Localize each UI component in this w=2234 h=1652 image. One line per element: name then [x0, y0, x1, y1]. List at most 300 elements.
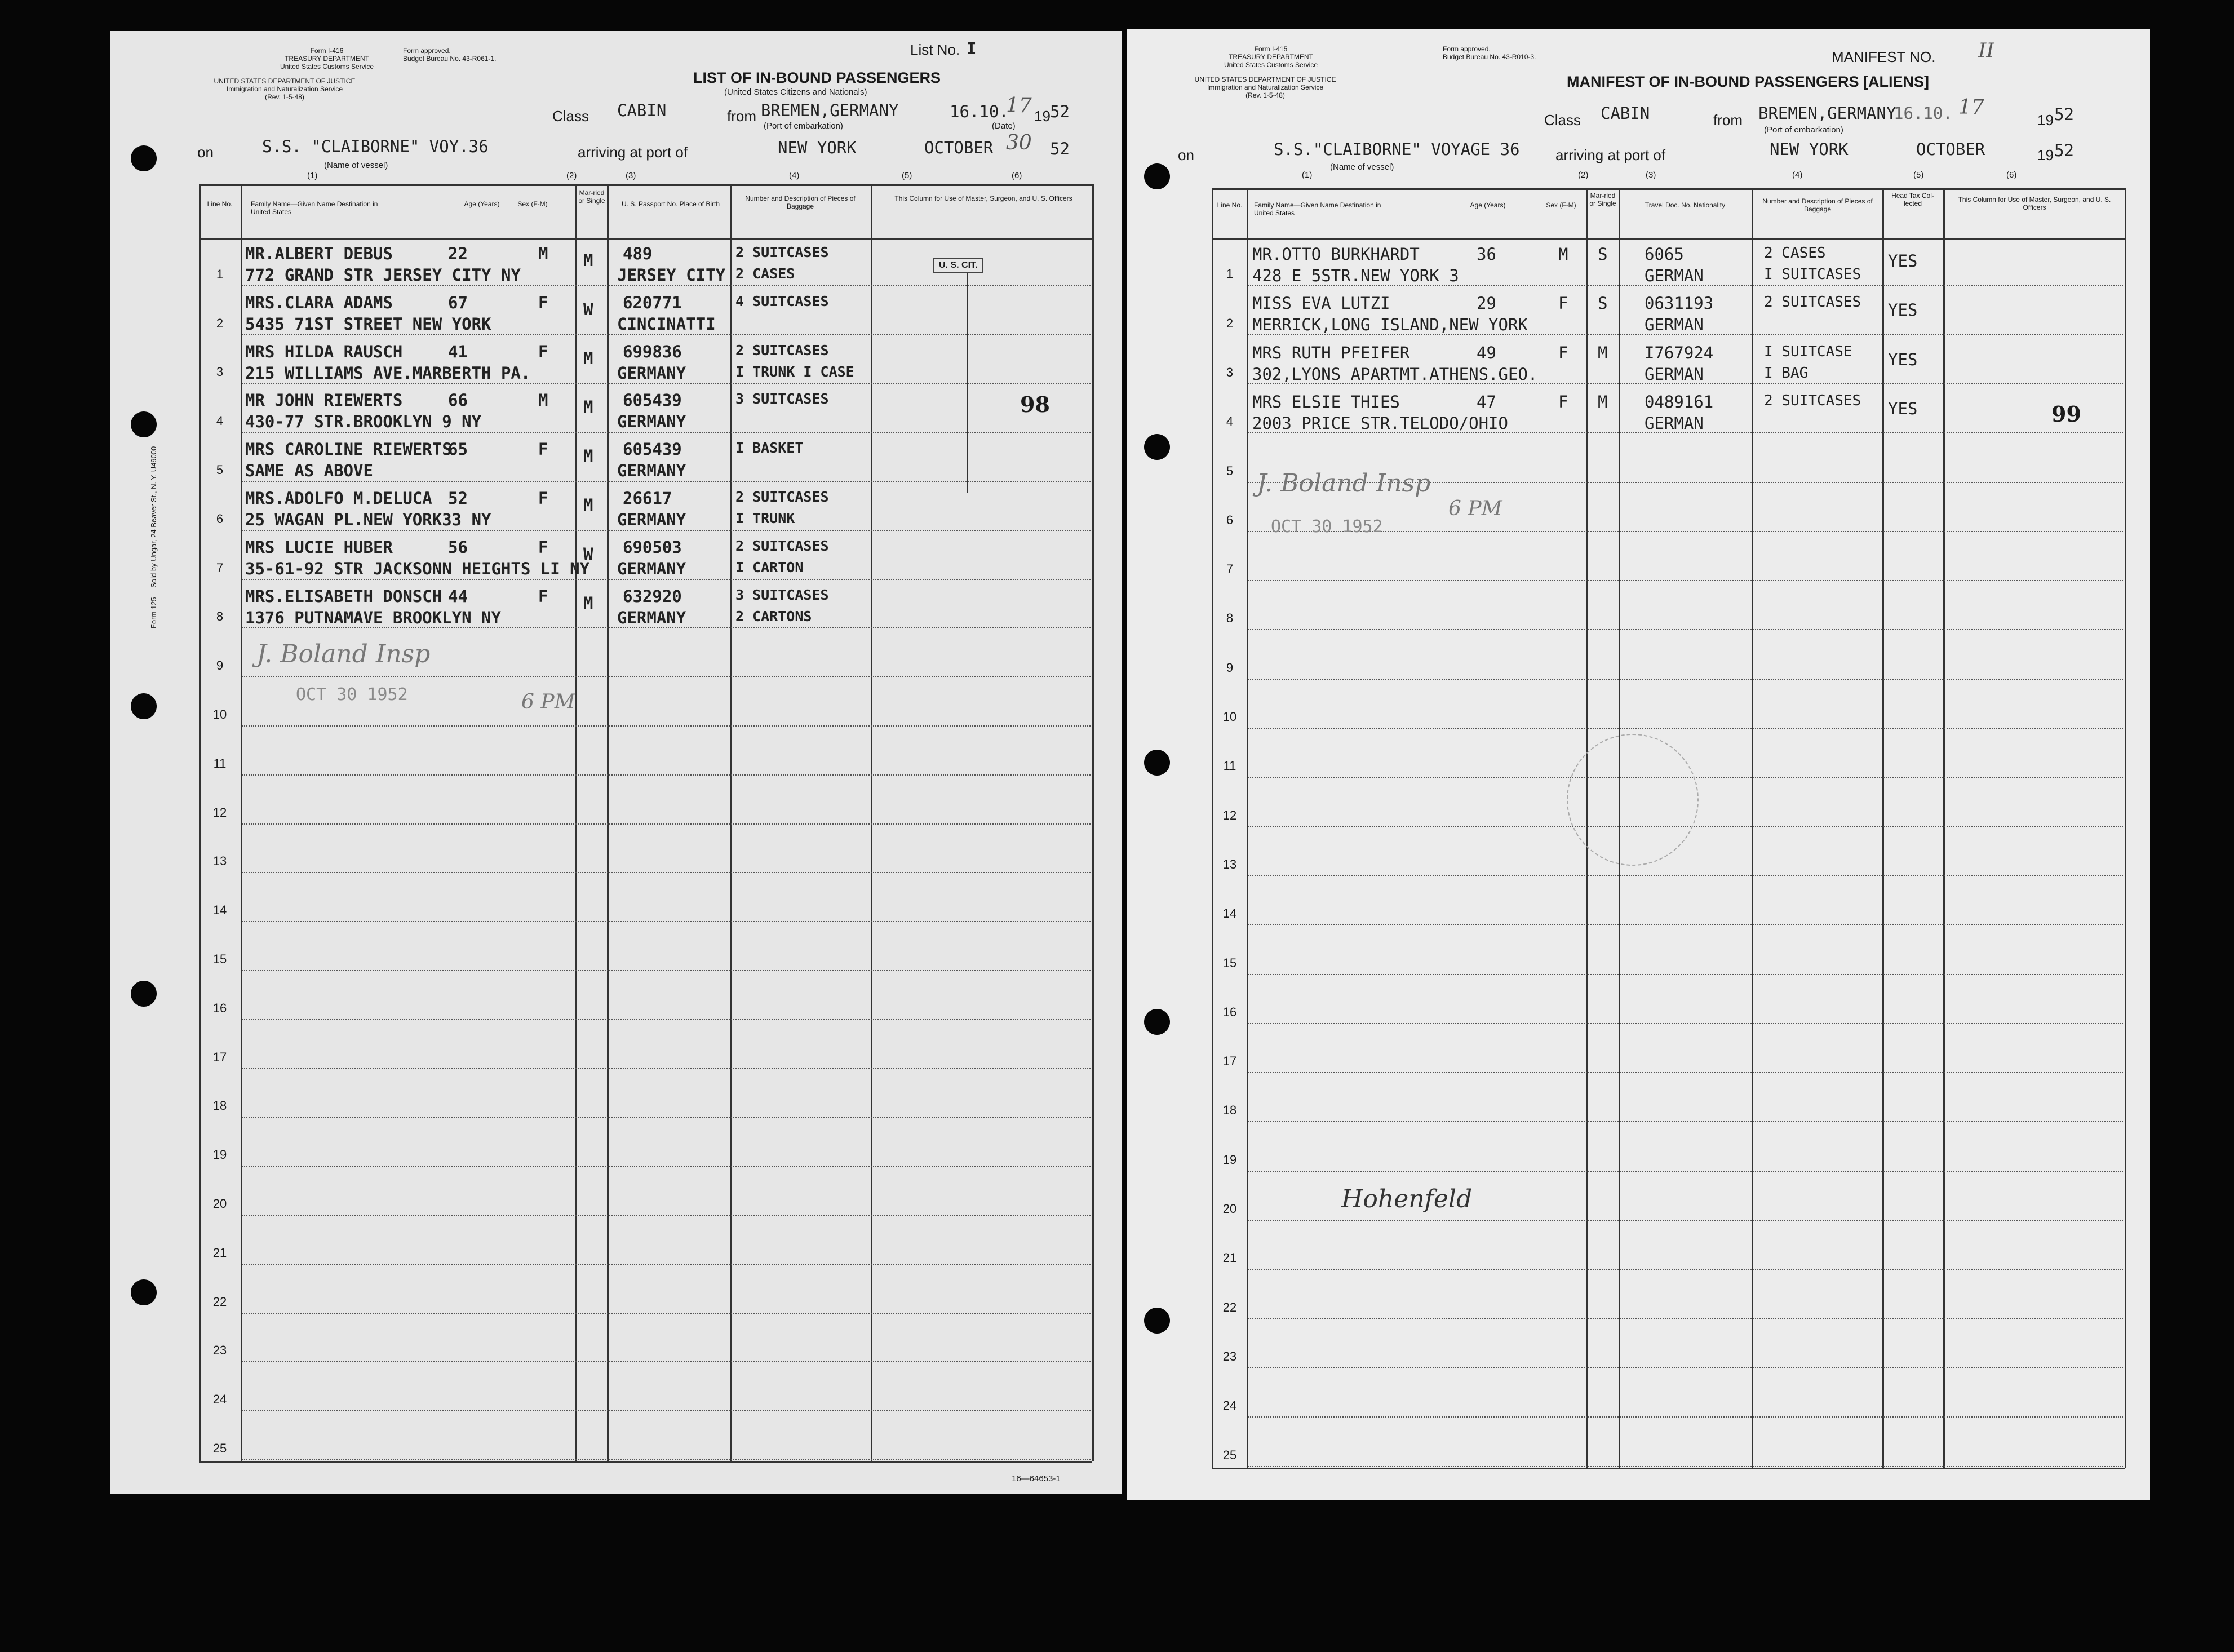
baggage-line-1: 2 SUITCASES — [1764, 392, 1861, 409]
header-officers: This Column for Use of Master, Surgeon, and U. S. Officers — [1958, 196, 2111, 211]
marital-status: W — [583, 544, 593, 564]
header-married: Mar-ried or Single — [578, 189, 605, 205]
passenger-destination: 5435 71ST STREET NEW YORK — [245, 314, 491, 334]
passenger-list-sheet — [110, 31, 1122, 1494]
ruled-line — [1248, 1269, 2123, 1270]
line-number: 9 — [1226, 660, 1234, 675]
marital-status: S — [1598, 294, 1608, 313]
passenger-sex: F — [538, 489, 548, 508]
departure-date: 16.10. — [1894, 104, 1953, 123]
passport-number: 632920 — [623, 586, 682, 606]
line-number: 21 — [212, 1245, 227, 1260]
header-name: Family Name—Given Name Destination in United States — [251, 200, 378, 216]
passenger-name: MRS CAROLINE RIEWERTS — [245, 440, 452, 459]
passenger-destination: 1376 PUTNAMAVE BROOKLYN NY — [245, 608, 501, 627]
baggage-line-2: I BAG — [1764, 364, 1809, 382]
revision: (Rev. 1-5-48) — [1245, 91, 1285, 99]
ruled-line — [242, 921, 1091, 922]
line-number: 11 — [213, 756, 227, 770]
passenger-destination: SAME AS ABOVE — [245, 461, 373, 481]
header-line: Line No. — [207, 200, 233, 208]
passenger-name: MRS RUTH PFEIFER — [1252, 343, 1410, 362]
passenger-destination: 35-61-92 STR JACKSONN HEIGHTS LI NY — [245, 559, 590, 578]
ruled-line — [242, 1166, 1091, 1167]
passenger-sex: F — [538, 586, 548, 606]
header-baggage: Number and Description of Pieces of Baggage — [745, 194, 856, 210]
punch-hole — [1144, 1308, 1170, 1334]
col-num: (3) — [626, 171, 636, 180]
place-of-birth: JERSEY CITY — [617, 265, 726, 285]
line-number: 16 — [212, 1000, 227, 1015]
budget-bureau: Budget Bureau No. 43-R061-1. — [403, 55, 497, 63]
baggage-line-1: 2 SUITCASES — [1764, 294, 1861, 311]
nationality: GERMAN — [1645, 413, 1704, 433]
line-number: 4 — [216, 414, 224, 428]
class-value: CABIN — [617, 101, 667, 120]
col-num: (1) — [307, 171, 318, 180]
doj-line: UNITED STATES DEPARTMENT OF JUSTICE — [1194, 76, 1336, 83]
departure-year: 52 — [2054, 105, 2074, 124]
header-head-tax: Head Tax Col-lected — [1891, 192, 1934, 207]
line-number: 10 — [212, 707, 227, 721]
manifest-title: MANIFEST OF IN-BOUND PASSENGERS [ALIENS] — [1567, 73, 1930, 90]
manifest-no-value: II — [1978, 39, 1994, 63]
alien-manifest-sheet — [1127, 29, 2150, 1500]
passenger-destination: 430-77 STR.BROOKLYN 9 NY — [245, 412, 482, 432]
header-baggage: Number and Description of Pieces of Baggage — [1762, 197, 1873, 213]
passenger-name: MR JOHN RIEWERTS — [245, 391, 403, 410]
header-name: Family Name—Given Name Destination in United States — [1254, 201, 1381, 217]
ruled-line — [242, 1068, 1091, 1069]
ruled-line — [242, 1410, 1091, 1411]
ruled-line — [1248, 1121, 2123, 1122]
header-age: Age (Years) — [1470, 201, 1506, 209]
nationality: GERMAN — [1645, 315, 1704, 335]
marital-status: M — [583, 397, 593, 417]
line-number: 8 — [216, 609, 224, 624]
passport-number: 605439 — [623, 391, 682, 410]
header-line: Line No. — [1217, 201, 1243, 209]
line-number: 13 — [1222, 857, 1237, 871]
arriving-label: arriving at port of — [578, 144, 688, 161]
line-number: 18 — [212, 1099, 227, 1113]
revision: (Rev. 1-5-48) — [265, 93, 304, 101]
baggage-line-1: 2 SUITCASES — [735, 489, 829, 505]
form-approved: Form approved. — [1443, 45, 1491, 53]
passenger-count: 98 — [1020, 392, 1050, 417]
embark-port: BREMEN,GERMANY — [1758, 104, 1896, 123]
line-number: 2 — [1226, 316, 1234, 330]
ruled-line — [242, 285, 1091, 286]
doj-line: UNITED STATES DEPARTMENT OF JUSTICE — [214, 77, 356, 85]
time-note: 6 PM — [521, 690, 575, 714]
list-subtitle: (United States Citizens and Nationals) — [724, 87, 867, 97]
ruled-line — [242, 676, 1091, 677]
ruled-line — [1248, 1318, 2123, 1319]
ruled-line — [1248, 1466, 2123, 1467]
ruled-line — [1248, 974, 2123, 975]
travel-document-number: 0631193 — [1645, 294, 1714, 313]
ruled-line — [242, 1215, 1091, 1216]
line-number: 25 — [1222, 1447, 1237, 1462]
ruled-line — [1248, 1023, 2123, 1024]
passenger-destination: 302,LYONS APARTMT.ATHENS.GEO. — [1252, 364, 1538, 384]
place-of-birth: CINCINATTI — [617, 314, 716, 334]
line-number: 11 — [1223, 759, 1236, 773]
baggage-line-1: I BASKET — [735, 440, 804, 457]
line-number: 1 — [1226, 267, 1234, 281]
passenger-destination: 25 WAGAN PL.NEW YORK33 NY — [245, 510, 491, 529]
form-approved: Form approved. — [403, 47, 451, 55]
passenger-age: 44 — [448, 586, 468, 606]
line-number: 23 — [1222, 1349, 1237, 1363]
ruled-line — [1248, 924, 2123, 925]
line-number: 6 — [216, 511, 224, 526]
departure-day-hand: 17 — [1006, 94, 1032, 117]
place-of-birth: GERMANY — [617, 412, 686, 432]
on-label: on — [1178, 147, 1194, 163]
ins-line: Immigration and Naturalization Service — [226, 85, 343, 93]
line-number: 1 — [216, 267, 224, 281]
punch-hole — [131, 145, 157, 171]
col-num: (4) — [789, 171, 800, 180]
passenger-age: 47 — [1477, 392, 1496, 411]
line-number: 12 — [212, 805, 227, 820]
ruled-line — [242, 1361, 1091, 1362]
inspector-signature: J. Boland Insp — [1257, 469, 1431, 498]
passenger-destination: 428 E 5STR.NEW YORK 3 — [1252, 266, 1459, 285]
head-tax-collected: YES — [1888, 398, 1918, 418]
punch-hole — [131, 1279, 157, 1305]
ruled-line — [1248, 875, 2123, 876]
passenger-age: 49 — [1477, 343, 1496, 362]
us-citizen-stamp: U. S. CIT. — [933, 258, 983, 273]
vessel-name: S.S."CLAIBORNE" VOYAGE 36 — [1274, 140, 1520, 159]
year-prefix: 19 — [2037, 112, 2054, 129]
arriving-label: arriving at port of — [1555, 147, 1666, 163]
line-number: 25 — [212, 1441, 227, 1455]
line-number: 23 — [212, 1343, 227, 1358]
footer-code: 16—64653-1 — [1012, 1474, 1061, 1483]
head-tax-collected: YES — [1888, 251, 1918, 271]
line-number: 16 — [1222, 1004, 1237, 1019]
passenger-name: MISS EVA LUTZI — [1252, 294, 1390, 313]
travel-document-number: 0489161 — [1645, 392, 1714, 411]
line-number: 7 — [1226, 562, 1234, 577]
ruled-line — [1248, 728, 2123, 729]
header-sex: Sex (F-M) — [517, 200, 548, 208]
passenger-sex: F — [1558, 343, 1568, 362]
baggage-line-1: 2 SUITCASES — [735, 537, 829, 554]
baggage-line-1: 3 SUITCASES — [735, 391, 829, 408]
department: TREASURY DEPARTMENT — [285, 55, 369, 63]
arrival-port: NEW YORK — [778, 138, 857, 157]
form-number: Form I-415 — [1254, 45, 1288, 53]
header-married: Mar-ried or Single — [1589, 192, 1616, 207]
passport-number: 26617 — [623, 489, 672, 508]
budget-bureau: Budget Bureau No. 43-R010-3. — [1443, 53, 1536, 61]
departure-date: 16.10. — [950, 102, 1009, 121]
line-number: 5 — [1226, 463, 1234, 478]
punch-hole — [1144, 1009, 1170, 1035]
passenger-sex: M — [538, 244, 548, 263]
marital-status: M — [1598, 343, 1608, 362]
line-number: 5 — [216, 463, 224, 477]
place-of-birth: GERMANY — [617, 608, 686, 627]
class-value: CABIN — [1601, 104, 1650, 123]
master-signature: Hohenfeld — [1341, 1185, 1473, 1213]
line-number: 2 — [216, 316, 224, 330]
line-number: 15 — [212, 952, 227, 966]
line-number: 6 — [1226, 512, 1234, 527]
official-seal — [1567, 734, 1699, 866]
travel-document-number: I767924 — [1645, 343, 1714, 362]
line-number: 14 — [212, 903, 227, 918]
nationality: GERMAN — [1645, 266, 1704, 285]
passenger-age: 36 — [1477, 245, 1496, 264]
departure-day-hand: 17 — [1958, 96, 1984, 119]
ruled-line — [242, 1313, 1091, 1314]
passenger-age: 65 — [448, 440, 468, 459]
marital-status: M — [583, 495, 593, 515]
passenger-destination: 2003 PRICE STR.TELODO/OHIO — [1252, 413, 1508, 433]
department: TREASURY DEPARTMENT — [1229, 53, 1313, 61]
ruled-line — [242, 970, 1091, 971]
line-number: 8 — [1226, 611, 1234, 626]
col-num: (3) — [1646, 170, 1656, 180]
line-number: 17 — [212, 1049, 227, 1064]
list-no-label: List No. — [910, 41, 960, 58]
col-num: (4) — [1792, 170, 1803, 180]
ruled-line — [1248, 580, 2123, 581]
line-number: 13 — [212, 854, 227, 869]
ruled-line — [242, 579, 1091, 580]
service: United States Customs Service — [1224, 61, 1318, 69]
line-number: 22 — [1222, 1300, 1237, 1314]
line-number: 18 — [1222, 1103, 1237, 1118]
passport-number: 605439 — [623, 440, 682, 459]
header-sex: Sex (F-M) — [1546, 201, 1576, 209]
ruled-line — [242, 725, 1091, 727]
arrival-month: OCTOBER — [1916, 140, 1985, 159]
passenger-destination: MERRICK,LONG ISLAND,NEW YORK — [1252, 315, 1528, 335]
list-title: LIST OF IN-BOUND PASSENGERS — [693, 69, 941, 86]
ruled-line — [1248, 1220, 2123, 1221]
col-num: (6) — [2006, 170, 2017, 180]
class-label: Class — [1544, 112, 1581, 129]
line-number: 4 — [1226, 414, 1234, 429]
passenger-age: 29 — [1477, 294, 1496, 313]
passenger-sex: F — [538, 537, 548, 557]
line-number: 7 — [216, 560, 224, 575]
embark-port: BREMEN,GERMANY — [761, 101, 899, 120]
passenger-name: MR.ALBERT DEBUS — [245, 244, 393, 263]
vessel-name: S.S. "CLAIBORNE" VOY.36 — [262, 137, 489, 156]
passport-number: 690503 — [623, 537, 682, 557]
list-no-value: I — [967, 39, 977, 58]
line-number: 20 — [1222, 1202, 1237, 1216]
from-label: from — [727, 108, 756, 125]
ruled-line — [242, 530, 1091, 531]
ruled-line — [242, 481, 1091, 482]
from-label: from — [1713, 112, 1743, 129]
header-passport: U. S. Passport No. Place of Birth — [621, 200, 720, 208]
ins-line: Immigration and Naturalization Service — [1207, 83, 1324, 91]
arrival-day: 30 — [1006, 131, 1032, 154]
passport-number: 620771 — [623, 293, 682, 312]
time-note: 6 PM — [1448, 497, 1502, 520]
line-number: 9 — [216, 658, 224, 673]
ruled-line — [242, 1459, 1091, 1460]
port-caption: (Port of embarkation) — [1764, 125, 1843, 135]
header-officers: This Column for Use of Master, Surgeon, and U. S. Officers — [894, 194, 1072, 202]
punch-hole — [1144, 434, 1170, 460]
col-num: (1) — [1302, 170, 1313, 180]
passenger-age: 67 — [448, 293, 468, 312]
col-num: (5) — [902, 171, 912, 180]
line-number: 3 — [216, 365, 224, 379]
passenger-name: MRS.CLARA ADAMS — [245, 293, 393, 312]
line-number: 20 — [212, 1197, 227, 1211]
punch-hole — [131, 411, 157, 437]
passenger-age: 41 — [448, 342, 468, 361]
ruled-line — [242, 334, 1091, 335]
ruled-line — [1248, 629, 2123, 630]
head-tax-collected: YES — [1888, 300, 1918, 320]
printer-imprint: Form 125— Sold by Ungar, 24 Beaver St., N. Y. U49000 — [149, 446, 158, 628]
punch-hole — [131, 981, 157, 1007]
place-of-birth: GERMANY — [617, 510, 686, 529]
year-prefix: 19 — [1034, 108, 1050, 125]
marital-status: M — [583, 593, 593, 613]
ruled-line — [1248, 679, 2123, 680]
header-travel-doc: Travel Doc. No. Nationality — [1645, 201, 1726, 209]
passenger-name: MRS HILDA RAUSCH — [245, 342, 403, 361]
line-number: 21 — [1222, 1251, 1237, 1265]
line-number: 19 — [212, 1148, 227, 1162]
baggage-line-2: I SUITCASES — [1764, 266, 1861, 283]
passenger-age: 66 — [448, 391, 468, 410]
punch-hole — [1144, 750, 1170, 776]
passenger-age: 52 — [448, 489, 468, 508]
baggage-line-1: 2 SUITCASES — [735, 342, 829, 358]
baggage-line-2: 2 CARTONS — [735, 608, 812, 625]
arrival-month: OCTOBER — [924, 138, 994, 157]
passenger-sex: F — [1558, 294, 1568, 313]
punch-hole — [1144, 163, 1170, 189]
ruled-line — [1248, 1171, 2123, 1172]
line-number: 24 — [1222, 1398, 1237, 1413]
ruled-line — [242, 1019, 1091, 1020]
arrival-port: NEW YORK — [1770, 140, 1849, 159]
passenger-name: MR.OTTO BURKHARDT — [1252, 245, 1420, 264]
marital-status: M — [583, 251, 593, 270]
line-number: 22 — [212, 1294, 227, 1309]
inspector-signature: J. Boland Insp — [256, 640, 431, 668]
passenger-sex: F — [538, 293, 548, 312]
col-num: (5) — [1913, 170, 1924, 180]
on-label: on — [197, 144, 214, 161]
marital-status: M — [583, 348, 593, 368]
line-number: 15 — [1222, 955, 1237, 970]
passport-number: 489 — [623, 244, 653, 263]
passenger-name: MRS.ADOLFO M.DELUCA — [245, 489, 432, 508]
head-tax-collected: YES — [1888, 349, 1918, 369]
passenger-sex: F — [1558, 392, 1568, 411]
arrival-year: 52 — [2054, 141, 2074, 160]
passenger-age: 56 — [448, 537, 468, 557]
date-caption: (Date) — [992, 121, 1016, 131]
manifest-no-label: MANIFEST NO. — [1832, 48, 1936, 65]
baggage-line-2: I TRUNK I CASE — [735, 363, 854, 380]
col-num: (2) — [1578, 170, 1589, 180]
baggage-line-1: 3 SUITCASES — [735, 586, 829, 603]
form-number: Form I-416 — [310, 47, 344, 55]
ruled-line — [242, 627, 1091, 628]
ruled-line — [242, 1264, 1091, 1265]
passenger-count: 99 — [2051, 401, 2081, 427]
arrival-date-stamp: OCT 30 1952 — [296, 685, 408, 705]
line-number: 3 — [1226, 365, 1234, 379]
port-caption: (Port of embarkation) — [764, 121, 843, 131]
passport-number: 699836 — [623, 342, 682, 361]
line-number: 17 — [1222, 1054, 1237, 1069]
col-num: (6) — [1012, 171, 1022, 180]
passenger-sex: M — [538, 391, 548, 410]
baggage-line-1: 2 CASES — [1764, 245, 1826, 262]
place-of-birth: GERMANY — [617, 363, 686, 383]
baggage-line-2: I CARTON — [735, 559, 804, 575]
class-label: Class — [552, 108, 589, 125]
passenger-sex: M — [1558, 245, 1568, 264]
ruled-line — [242, 774, 1091, 776]
baggage-line-1: 2 SUITCASES — [735, 244, 829, 260]
vessel-caption: (Name of vessel) — [324, 161, 388, 170]
ruled-line — [1248, 1416, 2123, 1418]
line-number: 10 — [1222, 710, 1237, 724]
ruled-line — [1248, 1072, 2123, 1073]
line-number: 14 — [1222, 906, 1237, 921]
line-number: 12 — [1222, 808, 1237, 822]
marital-status: M — [1598, 392, 1608, 411]
arrival-year: 52 — [1050, 139, 1070, 158]
marital-status: W — [583, 299, 593, 319]
ruled-line — [242, 823, 1091, 825]
baggage-line-1: I SUITCASE — [1764, 343, 1852, 360]
line-number: 19 — [1222, 1152, 1237, 1167]
passenger-sex: F — [538, 440, 548, 459]
passenger-name: MRS LUCIE HUBER — [245, 537, 393, 557]
passenger-destination: 772 GRAND STR JERSEY CITY NY — [245, 265, 521, 285]
passenger-destination: 215 WILLIAMS AVE.MARBERTH PA. — [245, 363, 531, 383]
departure-year: 52 — [1050, 102, 1070, 121]
ruled-line — [1248, 1367, 2123, 1368]
year-prefix: 19 — [2037, 147, 2054, 163]
baggage-line-2: 2 CASES — [735, 265, 795, 282]
passenger-sex: F — [538, 342, 548, 361]
place-of-birth: GERMANY — [617, 461, 686, 481]
passenger-name: MRS ELSIE THIES — [1252, 392, 1400, 411]
punch-hole — [131, 693, 157, 719]
service: United States Customs Service — [280, 63, 374, 70]
vessel-caption: (Name of vessel) — [1330, 162, 1394, 172]
col-num: (2) — [566, 171, 577, 180]
arrival-date-stamp: OCT 30 1952 — [1271, 517, 1383, 537]
ruled-line — [242, 383, 1091, 384]
place-of-birth: GERMANY — [617, 559, 686, 578]
baggage-line-1: 4 SUITCASES — [735, 293, 829, 309]
ruled-line — [242, 432, 1091, 433]
